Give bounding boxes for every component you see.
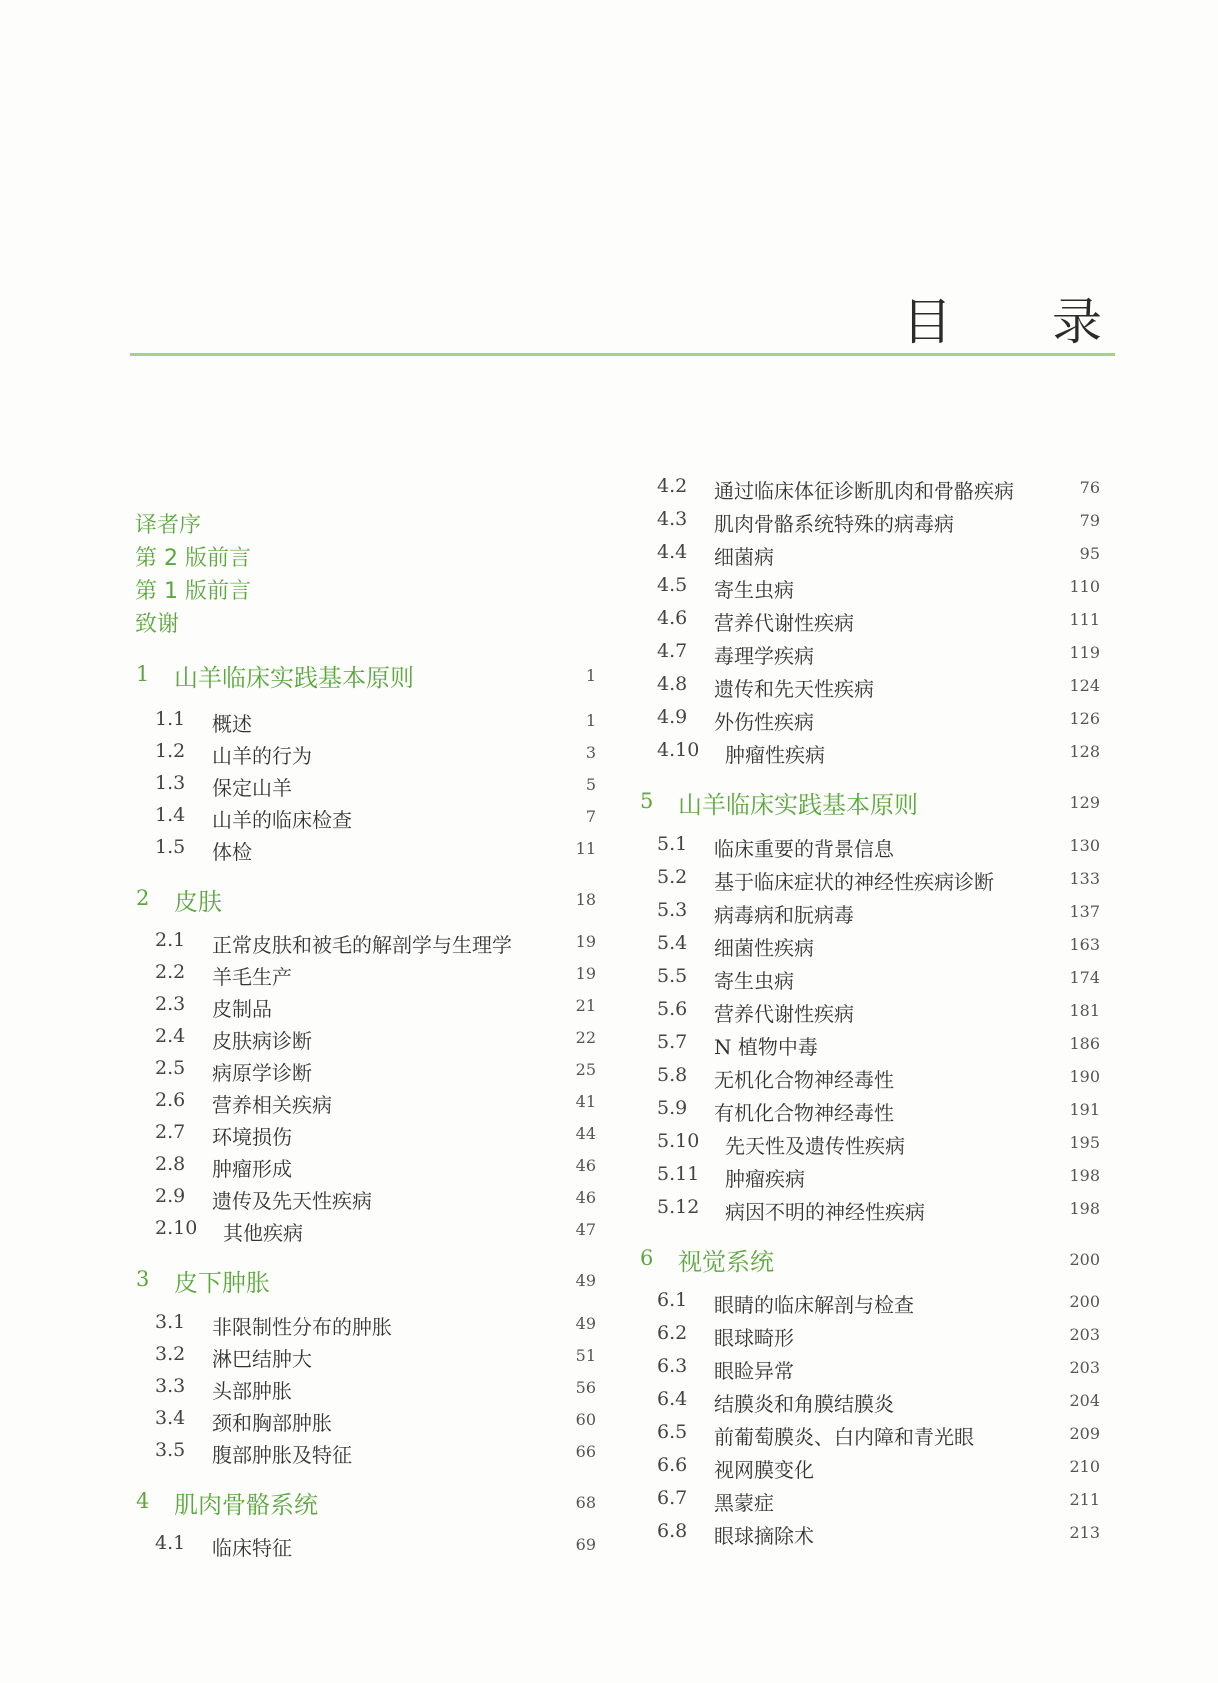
entry-title: 羊毛生产 (212, 965, 292, 989)
page-number: 203 (1069, 1325, 1100, 1344)
toc-entry[interactable] (657, 508, 1100, 536)
toc-entry[interactable] (657, 1031, 1100, 1059)
toc-entry[interactable] (155, 1532, 596, 1560)
entry-number: 1.4 (155, 804, 186, 826)
page-number: 19 (575, 932, 596, 951)
chapter-heading[interactable] (640, 1242, 1100, 1276)
toc-entry[interactable] (657, 965, 1100, 993)
entry-title: 山羊的临床检查 (212, 808, 352, 832)
toc-entry[interactable] (155, 740, 596, 768)
page-number: 1 (585, 666, 596, 685)
entry-title: 正常皮肤和被毛的解剖学与生理学 (212, 933, 512, 957)
entry-number: 5.1 (657, 833, 688, 855)
entry-number: 4.5 (657, 574, 688, 596)
toc-entry[interactable] (657, 706, 1100, 734)
page-number: 1 (585, 711, 596, 730)
toc-entry[interactable] (657, 607, 1100, 635)
toc-entry[interactable] (155, 1439, 596, 1467)
toc-entry[interactable] (155, 804, 596, 832)
page-number: 46 (575, 1156, 596, 1175)
toc-entry[interactable] (657, 673, 1100, 701)
page-number: 19 (575, 964, 596, 983)
entry-number: 5.7 (657, 1031, 688, 1053)
entry-number: 4.4 (657, 541, 688, 563)
entry-number: 2.5 (155, 1057, 186, 1079)
page-number: 49 (575, 1314, 596, 1333)
entry-title: 遗传及先天性疾病 (212, 1189, 372, 1213)
entry-title: 毒理学疾病 (714, 644, 814, 668)
toc-entry[interactable] (155, 1089, 596, 1117)
entry-title: 先天性及遗传性疾病 (725, 1134, 905, 1158)
front-matter-item[interactable]: 第 2 版前言 (135, 546, 251, 571)
entry-title: 环境损伤 (212, 1125, 292, 1149)
entry-number: 4.8 (657, 673, 688, 695)
chapter-title: 皮肤 (174, 888, 222, 916)
entry-number: 6.5 (657, 1421, 688, 1443)
toc-entry[interactable] (657, 1322, 1100, 1350)
entry-number: 4.6 (657, 607, 688, 629)
toc-entry[interactable] (155, 772, 596, 800)
entry-title: 病毒病和朊病毒 (714, 903, 854, 927)
entry-number: 2.1 (155, 929, 186, 951)
toc-entry[interactable] (155, 1153, 596, 1181)
entry-title: 无机化合物神经毒性 (714, 1068, 894, 1092)
entry-title: 病原学诊断 (212, 1061, 312, 1085)
page-number: 111 (1069, 610, 1100, 629)
entry-number: 6.6 (657, 1454, 688, 1476)
title-divider (130, 353, 1115, 356)
toc-entry[interactable] (155, 993, 596, 1021)
entry-number: 2.10 (155, 1217, 198, 1239)
entry-number: 2.7 (155, 1121, 186, 1143)
toc-entry[interactable] (155, 1025, 596, 1053)
entry-number: 5.10 (657, 1130, 700, 1152)
toc-entry[interactable] (657, 1130, 1100, 1158)
page-number: 200 (1069, 1292, 1100, 1311)
entry-title: 颈和胸部肿胀 (212, 1411, 332, 1435)
page-number: 211 (1069, 1490, 1100, 1509)
entry-number: 1.1 (155, 708, 186, 730)
chapter-title: 皮下肿胀 (174, 1269, 270, 1297)
chapter-number: 3 (136, 1267, 150, 1291)
entry-title: 腹部肿胀及特征 (212, 1443, 352, 1467)
page-number: 204 (1069, 1391, 1100, 1410)
toc-entry[interactable] (657, 899, 1100, 927)
chapter-heading[interactable] (640, 785, 1100, 819)
entry-number: 6.2 (657, 1322, 688, 1344)
toc-entry[interactable] (657, 1421, 1100, 1449)
entry-number: 1.2 (155, 740, 186, 762)
page-number: 190 (1069, 1067, 1100, 1086)
toc-entry[interactable] (657, 1289, 1100, 1317)
entry-number: 5.5 (657, 965, 688, 987)
toc-entry[interactable] (657, 1196, 1100, 1224)
entry-title: 眼球畸形 (714, 1326, 794, 1350)
toc-entry[interactable] (657, 475, 1100, 503)
toc-entry[interactable] (657, 1355, 1100, 1383)
entry-number: 2.4 (155, 1025, 186, 1047)
entry-title: 临床重要的背景信息 (714, 837, 894, 861)
page-number: 124 (1069, 676, 1100, 695)
entry-number: 5.9 (657, 1097, 688, 1119)
page-number: 66 (575, 1442, 596, 1461)
toc-entry[interactable] (155, 1057, 596, 1085)
toc-entry[interactable] (155, 1407, 596, 1435)
toc-entry[interactable] (657, 541, 1100, 569)
chapter-title: 山羊临床实践基本原则 (174, 664, 414, 692)
page-number: 21 (575, 996, 596, 1015)
entry-number: 2.3 (155, 993, 186, 1015)
toc-entry[interactable] (155, 1121, 596, 1149)
chapter-heading[interactable] (136, 658, 596, 692)
page-number: 133 (1069, 869, 1100, 888)
page-number: 41 (575, 1092, 596, 1111)
page-number: 5 (585, 775, 596, 794)
entry-title: 肌肉骨骼系统特殊的病毒病 (714, 512, 954, 536)
toc-entry[interactable] (657, 1163, 1100, 1191)
entry-title: 营养相关疾病 (212, 1093, 332, 1117)
entry-title: 细菌性疾病 (714, 936, 814, 960)
chapter-heading[interactable] (136, 1485, 596, 1519)
toc-entry[interactable] (657, 1487, 1100, 1515)
page-number: 126 (1069, 709, 1100, 728)
page-number: 119 (1069, 643, 1100, 662)
toc-entry[interactable] (155, 1311, 596, 1339)
toc-entry[interactable] (155, 1217, 596, 1245)
chapter-heading[interactable] (136, 882, 596, 916)
page-number: 51 (575, 1346, 596, 1365)
page-number: 49 (575, 1271, 596, 1290)
entry-number: 2.9 (155, 1185, 186, 1207)
toc-entry[interactable] (155, 836, 596, 864)
toc-entry[interactable] (657, 1064, 1100, 1092)
entry-title: 营养代谢性疾病 (714, 611, 854, 635)
entry-title: 概述 (212, 712, 252, 736)
entry-number: 4.3 (657, 508, 688, 530)
toc-entry[interactable] (155, 1343, 596, 1371)
entry-title: 遗传和先天性疾病 (714, 677, 874, 701)
entry-title: 淋巴结肿大 (212, 1347, 312, 1371)
chapter-title: 肌肉骨骼系统 (174, 1491, 318, 1519)
entry-title: 营养代谢性疾病 (714, 1002, 854, 1026)
entry-title: 外伤性疾病 (714, 710, 814, 734)
page-title: 目 录 (902, 293, 1144, 351)
toc-entry[interactable] (155, 1375, 596, 1403)
toc-entry[interactable] (657, 866, 1100, 894)
page-number: 46 (575, 1188, 596, 1207)
entry-number: 4.10 (657, 739, 700, 761)
entry-title: 肿瘤性疾病 (725, 743, 825, 767)
entry-number: 6.4 (657, 1388, 688, 1410)
chapter-number: 2 (136, 886, 150, 910)
page-number: 198 (1069, 1199, 1100, 1218)
entry-title: 皮制品 (212, 997, 272, 1021)
entry-number: 5.11 (657, 1163, 700, 1185)
entry-number: 4.2 (657, 475, 688, 497)
toc-entry[interactable] (155, 708, 596, 736)
page-number: 203 (1069, 1358, 1100, 1377)
entry-number: 6.7 (657, 1487, 688, 1509)
entry-number: 4.1 (155, 1532, 186, 1554)
front-matter-item[interactable]: 第 1 版前言 (135, 579, 251, 604)
entry-number: 6.1 (657, 1289, 688, 1311)
chapter-number: 4 (136, 1489, 150, 1513)
entry-title: 黑蒙症 (714, 1491, 774, 1515)
page-number: 76 (1079, 478, 1100, 497)
entry-title: 眼睛的临床解剖与检查 (714, 1293, 914, 1317)
entry-title: 细菌病 (714, 545, 774, 569)
entry-number: 3.5 (155, 1439, 186, 1461)
page-number: 22 (575, 1028, 596, 1047)
page-number: 200 (1069, 1250, 1100, 1269)
page-number: 174 (1069, 968, 1100, 987)
entry-title: N 植物中毒 (714, 1035, 818, 1059)
toc-entry[interactable] (657, 932, 1100, 960)
front-matter-item[interactable]: 致谢 (135, 612, 180, 637)
entry-number: 5.8 (657, 1064, 688, 1086)
entry-title: 非限制性分布的肿胀 (212, 1315, 392, 1339)
entry-title: 结膜炎和角膜结膜炎 (714, 1392, 894, 1416)
entry-number: 4.9 (657, 706, 688, 728)
entry-number: 5.6 (657, 998, 688, 1020)
entry-title: 肿瘤疾病 (725, 1167, 805, 1191)
page-number: 130 (1069, 836, 1100, 855)
page-number: 69 (575, 1535, 596, 1554)
page-number: 18 (575, 890, 596, 909)
toc-entry[interactable] (657, 1520, 1100, 1548)
toc-entry[interactable] (657, 574, 1100, 602)
page-number: 210 (1069, 1457, 1100, 1476)
entry-title: 山羊的行为 (212, 744, 312, 768)
chapter-number: 5 (640, 789, 654, 813)
entry-title: 前葡萄膜炎、白内障和青光眼 (714, 1425, 974, 1449)
page-number: 209 (1069, 1424, 1100, 1443)
page-number: 7 (585, 807, 596, 826)
toc-entry[interactable] (657, 640, 1100, 668)
page-number: 79 (1079, 511, 1100, 530)
page-number: 191 (1069, 1100, 1100, 1119)
entry-number: 2.2 (155, 961, 186, 983)
page-number: 181 (1069, 1001, 1100, 1020)
toc-entry[interactable] (155, 961, 596, 989)
entry-title: 肿瘤形成 (212, 1157, 292, 1181)
entry-title: 眼睑异常 (714, 1359, 794, 1383)
entry-number: 3.1 (155, 1311, 186, 1333)
page-number: 198 (1069, 1166, 1100, 1185)
entry-number: 2.6 (155, 1089, 186, 1111)
entry-title: 头部肿胀 (212, 1379, 292, 1403)
entry-title: 寄生虫病 (714, 969, 794, 993)
toc-entry[interactable] (657, 1097, 1100, 1125)
entry-title: 有机化合物神经毒性 (714, 1101, 894, 1125)
chapter-title: 山羊临床实践基本原则 (678, 791, 918, 819)
entry-title: 皮肤病诊断 (212, 1029, 312, 1053)
entry-title: 基于临床症状的神经性疾病诊断 (714, 870, 994, 894)
page-number: 95 (1079, 544, 1100, 563)
page-number: 60 (575, 1410, 596, 1429)
entry-number: 3.2 (155, 1343, 186, 1365)
entry-number: 6.8 (657, 1520, 688, 1542)
entry-title: 其他疾病 (223, 1221, 303, 1245)
entry-number: 4.7 (657, 640, 688, 662)
page-number: 56 (575, 1378, 596, 1397)
page-number: 163 (1069, 935, 1100, 954)
entry-number: 5.4 (657, 932, 688, 954)
entry-number: 5.3 (657, 899, 688, 921)
toc-entry[interactable] (657, 739, 1100, 767)
entry-title: 视网膜变化 (714, 1458, 814, 1482)
entry-number: 3.3 (155, 1375, 186, 1397)
entry-title: 眼球摘除术 (714, 1524, 814, 1548)
entry-title: 保定山羊 (212, 776, 292, 800)
page-number: 213 (1069, 1523, 1100, 1542)
page-number: 137 (1069, 902, 1100, 921)
front-matter-item[interactable]: 译者序 (135, 513, 202, 538)
chapter-number: 6 (640, 1246, 654, 1270)
toc-entry[interactable] (155, 929, 596, 957)
page-number: 110 (1069, 577, 1100, 596)
toc-entry[interactable] (155, 1185, 596, 1213)
entry-title: 体检 (212, 840, 252, 864)
page-number: 44 (575, 1124, 596, 1143)
entry-number: 5.2 (657, 866, 688, 888)
chapter-heading[interactable] (136, 1263, 596, 1297)
toc-entry[interactable] (657, 998, 1100, 1026)
entry-number: 2.8 (155, 1153, 186, 1175)
entry-number: 1.3 (155, 772, 186, 794)
entry-title: 病因不明的神经性疾病 (725, 1200, 925, 1224)
entry-title: 寄生虫病 (714, 578, 794, 602)
entry-number: 5.12 (657, 1196, 700, 1218)
page-number: 128 (1069, 742, 1100, 761)
entry-number: 1.5 (155, 836, 186, 858)
entry-title: 通过临床体征诊断肌肉和骨骼疾病 (714, 479, 1014, 503)
page-number: 68 (575, 1493, 596, 1512)
toc-entry[interactable] (657, 833, 1100, 861)
page-number: 11 (575, 839, 596, 858)
page-number: 47 (575, 1220, 596, 1239)
entry-title: 临床特征 (212, 1536, 292, 1560)
toc-entry[interactable] (657, 1454, 1100, 1482)
toc-entry[interactable] (657, 1388, 1100, 1416)
chapter-number: 1 (136, 662, 150, 686)
page-number: 25 (575, 1060, 596, 1079)
page-number: 186 (1069, 1034, 1100, 1053)
chapter-title: 视觉系统 (678, 1248, 774, 1276)
entry-number: 3.4 (155, 1407, 186, 1429)
page-number: 195 (1069, 1133, 1100, 1152)
entry-number: 6.3 (657, 1355, 688, 1377)
page-number: 129 (1069, 793, 1100, 812)
page-number: 3 (585, 743, 596, 762)
